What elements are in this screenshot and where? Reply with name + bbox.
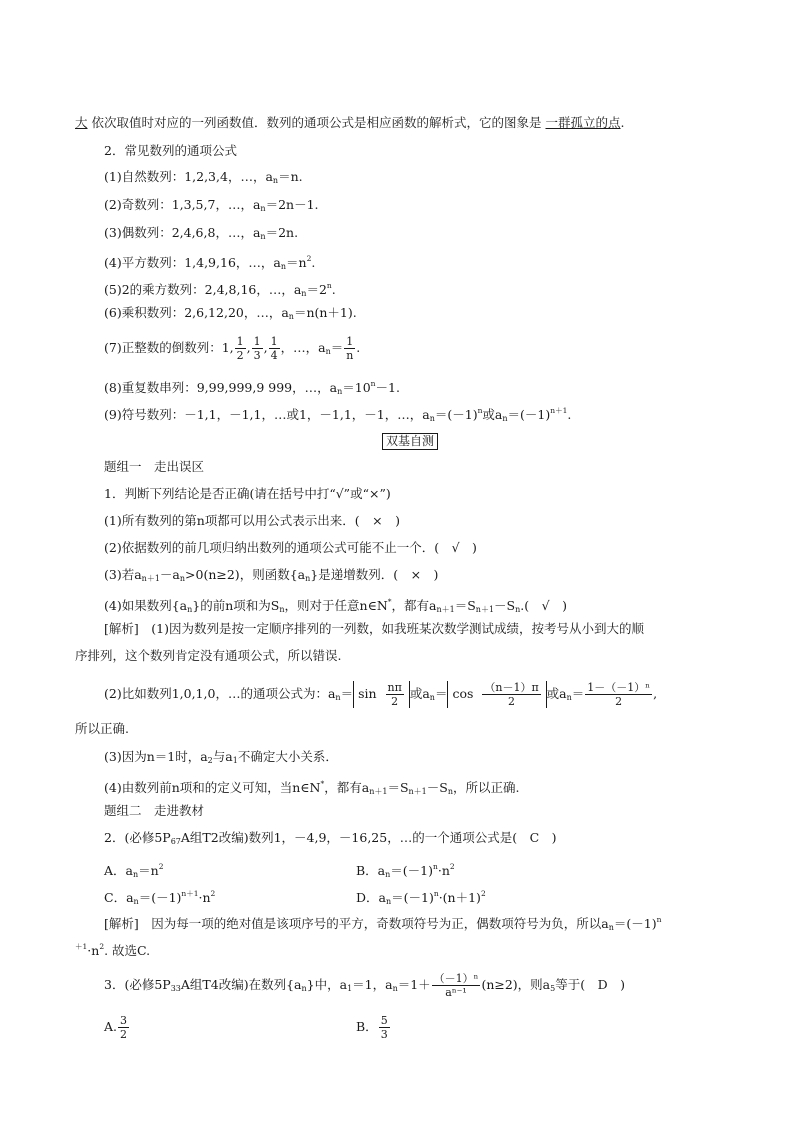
- analysis-text: [解析] (1)因为数列是按一定顺序排列的一列数，如我班某次数学测试成绩，按考号从小到大的顺: [104, 621, 644, 636]
- underlined-text: 大: [75, 115, 88, 130]
- option-b: B． $\frac{5}{3}$: [356, 1014, 388, 1041]
- list-item: (2)奇数列：1,3,5,7，…，$a_n=2n-1$.: [104, 197, 319, 213]
- question-2: 2．(必修$5P_{67}A$组T2改编)数列1，－4,9，－16,25，…的一个通项公式是( C ): [104, 830, 557, 846]
- group-title: 题组一 走出误区: [104, 459, 205, 474]
- intro-text: 依次取值时对应的一列函数值．数列的通项公式是相应函数的解析式，它的图象是: [91, 115, 542, 130]
- list-item: (5)2的乘方数列：2,4,8,16，…，$a_n=2^n$.: [104, 281, 336, 298]
- analysis-text: (3)因为n＝1时，$a_2$与$a_1$不确定大小关系．: [104, 749, 338, 765]
- analysis-text: $^{+1}\cdot n^2$. 故选C.: [75, 942, 151, 958]
- q1-item: (1)所有数列的第n项都可以用公式表示出来．( × ): [104, 513, 400, 528]
- option-c: C．$a_n=(-1)^{n+1}\cdot n^2$: [104, 889, 216, 906]
- list-item: (4)平方数列：1,4,9,16，…，$a_n=n^2$.: [104, 254, 316, 271]
- fraction: $\frac{1}{3}$: [253, 335, 261, 362]
- group-title: 题组二 走进教材: [104, 803, 205, 818]
- analysis-text: 序排列，这个数列肯定没有通项公式，所以错误.: [75, 648, 342, 663]
- q1-item: (2)依据数列的前几项归纳出数列的通项公式可能不止一个．( √ ): [104, 540, 477, 555]
- list-item: (3)偶数列：2,4,6,8，…，$a_n=2n$.: [104, 225, 299, 241]
- list-item-reciprocal: (7)正整数的倒数列：1, $\frac{1}{2}$ , $\frac{1}{3}$ , $\frac{1}{4}$ ，…，$a_n=$ $\frac{1}{n}$ .: [104, 335, 361, 362]
- list-item: (9)符号数列：－1,1，－1,1，…或1，－1,1，－1，…，$a_n=(-1)^n$或$a_n=(-1)^{n+1}$.: [104, 406, 572, 423]
- section-title: 2．常见数列的通项公式: [104, 143, 237, 158]
- fraction: $\frac{1}{4}$: [270, 335, 278, 362]
- analysis-text: [解析] 因为每一项的绝对值是该项序号的平方，奇数项符号为正，偶数项符号为负，所以$a_n=(-1)^n$: [104, 915, 662, 932]
- intro-line: [75, 114, 625, 132]
- q1-item: (3)若$a_{n+1}-a_n>0(n\ge 2)$，则函数$\{a_n\}$是递增数列．( × ): [104, 567, 439, 583]
- section-box-title: 双基自测: [382, 433, 438, 450]
- option-b: B．$a_n=(-1)^n\cdot n^2$: [356, 862, 455, 879]
- abs-value: cos $\frac{(n-1)\pi}{2}$: [447, 681, 546, 708]
- option-a: A．$a_n=n^2$: [104, 862, 164, 879]
- fraction: $\frac{1}{n}$: [346, 335, 354, 362]
- period: .: [620, 115, 625, 130]
- analysis-text: (4)由数列前n项和的定义可知，当n∈N*，都有$a_{n+1}=S_{n+1}-S_n$，所以正确.: [104, 779, 520, 796]
- option-d: D．$a_n=(-1)^n\cdot(n+1)^2$: [356, 889, 486, 906]
- analysis-text: 所以正确.: [75, 721, 129, 736]
- fraction: $\frac{\text{1－（－1）ⁿ}}{2}$: [587, 681, 651, 708]
- list-item: (6)乘积数列：2,6,12,20，…，$a_n=n(n+1)$.: [104, 305, 357, 321]
- fraction: $\frac{1}{2}$: [236, 335, 244, 362]
- analysis-formula: (2)比如数列1,0,1,0，…的通项公式为：$a_n= \sin$ $\frac{n\pi}{2}$ 或$a_n= \cos$ $\frac{(n-1)\pi}{2}$ 或$a_n=$ $\frac{\text{1－（－1）ⁿ}}{2}$ ,: [104, 681, 658, 708]
- option-a: A. $\frac{3}{2}$: [104, 1014, 128, 1041]
- list-item: (8)重复数串列：9,99,999,9 999，…，$a_n=10^n-1$.: [104, 379, 400, 396]
- fraction: $\frac{\text{（－1）ⁿ}}{\text{aⁿ⁻¹}}$: [433, 972, 479, 999]
- question-1: 1．判断下列结论是否正确(请在括号中打“√”或“×”): [104, 486, 391, 501]
- abs-value: sin $\frac{n\pi}{2}$: [353, 681, 410, 708]
- question-3: 3．(必修$5P_{33}A$组T4改编)在数列$\{a_n\}$中，$a_1=1$，$a_n=1+$ $\frac{\text{（－1）ⁿ}}{\text{aⁿ⁻¹}}$ (n≥2)，则$a_5$等于( D ): [104, 972, 625, 999]
- list-item: (1)自然数列：1,2,3,4，…，$a_n=n$.: [104, 169, 303, 185]
- q1-item: (4)如果数列$\{a_n\}$的前n项和为$S_n$，则对于任意n∈N*，都有$a_{n+1}=S_{n+1}-S_n$.( √ ): [104, 597, 567, 614]
- underlined-answer: 一群孤立的点: [545, 115, 621, 130]
